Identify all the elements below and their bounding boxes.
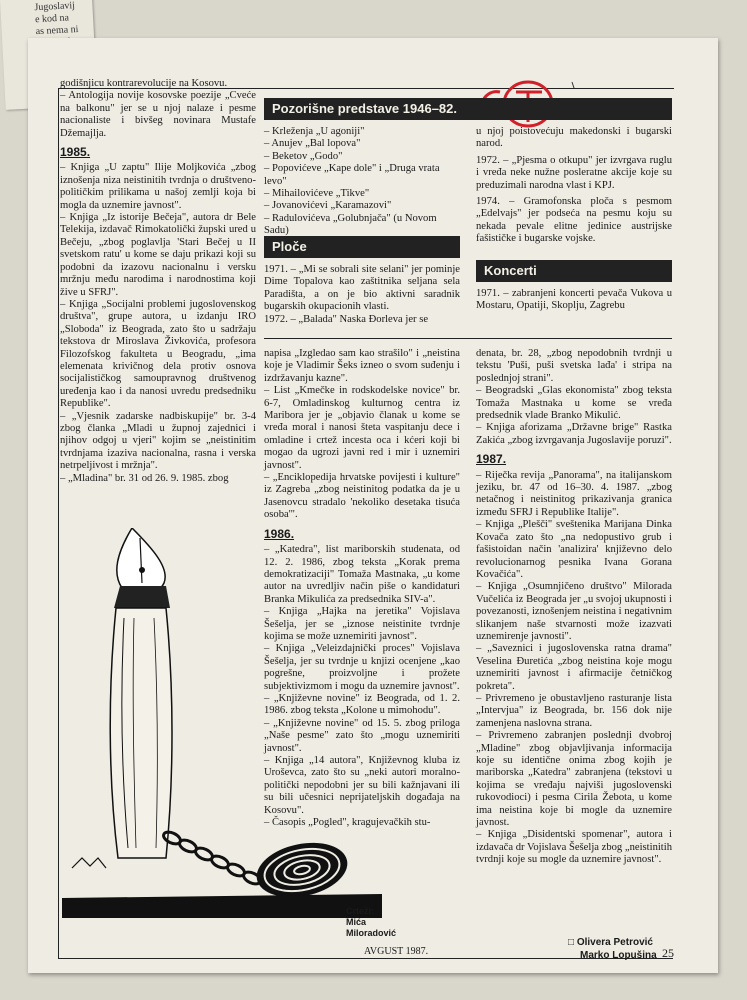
paragraph: – Knjiga aforizama „Državne brige" Rastka Zakića „zbog izvrgavanja Jugoslavije poruzi". (476, 422, 672, 446)
paragraph: – „Mladina" br. 31 od 26. 9. 1985. zbog (60, 472, 229, 484)
year-heading-1986: 1986. (264, 526, 295, 541)
column-3 (476, 348, 672, 867)
paragraph: – „Književne novine" od 15. 5. zbog priloga „Naše pesme" zato što „mogu uznemiriti javnost". (264, 717, 460, 754)
paragraph: – Časopis „Pogled", kragujevačkih stu- (264, 817, 431, 829)
author-name: □ Olivera Petrović (568, 937, 653, 948)
illustration-credit (346, 906, 396, 939)
list-item: – Jovanovićevi „Karamazovi" (264, 200, 392, 212)
list-item: – Radulovićeva „Golubnjača" (u Novom Sadu) (264, 212, 437, 237)
author-name: Marko Lopušina (580, 950, 657, 961)
section-header-records: Ploče (264, 236, 460, 258)
paragraph: – Knjiga „Disidentski spomenar", autora i izdavača dr Vojislava Šešelja zbog „neistinitih tvrdnji koje su mogle da uznemire javnost". (476, 829, 672, 866)
paragraph: – Knjiga „Iz istorije Bečeja", autora dr Bele Telekija, izdavač Rimokatolički župski ured u Bečeju, „zbog poglavlja 'Stari Bečej u II svetskom ratu' u kome se daju prikazi koji su podobni da izazovu nacionalnu i versku mržnju među narodima i narodnostima koji žive u SFRJ". (60, 212, 256, 298)
paragraph: – Knjiga „Hajka na jeretika" Vojislava Šešelja, jer se „iznose neistinite tvrdnje kojima se može uznemiriti javnost". (264, 606, 460, 642)
scrap-line: as nema ni (35, 23, 79, 38)
year-heading-1987: 1987. (476, 452, 507, 467)
list-item: – Anujev „Bal lopova" (264, 138, 361, 150)
credit-surname: Miloradović (346, 928, 397, 938)
section-divider (264, 338, 672, 339)
scrap-line: Jugoslavij (34, 0, 76, 14)
author-signature (568, 936, 657, 962)
paragraph: godišnjicu kontrarevolucije na Kosovu. (60, 78, 228, 89)
paragraph: 1972. – „Pjesma o otkupu" jer izvrgava ruglu i vređa neke nužne posleratne akcije koje su preduzimali narodna vlast i KPJ. (476, 154, 672, 191)
paragraph: 1972. – „Balada" Naska Đorleva jer se (264, 313, 429, 325)
paragraph: – Privremeno zabranjen poslednji dvobroj „Mladine" zbog objavljivanja informacija koje su identične onima zbog kojih je mariborska „Katedra" zabranjena (tekstovi u kojima se vređaju najviši jugoslovenski rukovodioci) i pesma Cirila Žebota, u kome ima neistina koje bi mogle da uznemire javnost. (476, 730, 672, 829)
paragraph: – „Vjesnik zadarske nadbiskupije" br. 3-4 zbog članka „Mladi u župnoj zajednici i njihov odgoj u vjeri" kojim se „neistinitim tvrdnjama izaziva nacionalna, rasna i verska netrpeljivost i mržnja". (60, 410, 256, 472)
issue-date: AVGUST 1987. (364, 946, 429, 957)
paragraph: – Privremeno je obustavljeno rasturanje lista „Intervjua" iz Beograda, br. 156 dok nije zamenjena naslovna strana. (476, 692, 672, 729)
section-header-theatre: Pozorišne predstave 1946–82. (264, 98, 672, 120)
list-item: – Mihailovićeve „Tikve" (264, 188, 370, 200)
credit-name: Mića (346, 917, 367, 927)
paragraph: – Knjiga „14 autora", Književnog kluba iz Uroševca, zato što su „neki autori moralno-politički nepodobni jer su bili kažnjavani ili su bili učesnici neprijateljskih događaja na Kosovu". (264, 755, 460, 816)
paragraph: – Knjiga „Osumnjičeno društvo" Milorada Vučelića iz Beograda jer „u svojoj ukupnosti i povezanosti, iznošenjem neistina i negativnim slikanjem naše stvarnosti može izazvati uznemirenje javnosti". (476, 581, 672, 642)
paragraph: 1974. – Gramofonska ploča s pesmom „Edelvajs" jer podseća na pesmu koju su nekada pevale elitne jedinice austrijske fašističke i bugarske vojske. (476, 196, 672, 245)
paragraph: u njoj poistovećuju makedonski i bugarski narod. (476, 126, 672, 150)
column-2 (264, 348, 460, 829)
paragraph: – Knjiga „Plešči" sveštenika Marijana Dinka Kovača zato što „na nedopustivo grub i fašistoidan način 'analizira' književno delo revolucionarnog pesnika Ivana Gorana Kovačića". (476, 519, 672, 580)
magazine-page (28, 38, 718, 973)
list-item: – Beketov „Godo" (264, 150, 343, 162)
credit-label: Crteži: (346, 906, 375, 916)
list-item: – Popovićeve „Kape dole" i „Druga vrata levo" (264, 163, 440, 187)
paragraph: 1971. – zabranjeni koncerti pevača Vukova u Mostaru, Opatiji, Skoplju, Zagrebu (476, 288, 672, 312)
paragraph: – Riječka revija „Panorama", na italijanskom jeziku, br. 47 od 16–30. 4. 1987. „zbog netačnog i neistinitog prikazivanja granica između SFRJ i Republike Italije". (476, 469, 672, 518)
paragraph: – „Enciklopedija hrvatske povijesti i kulture" iz Zagreba „zbog neistinitog podatka da je u Jasenovcu stradalo 'nekoliko desetaka tisuća osoba'". (264, 472, 460, 521)
paragraph: – Antologija novije kosovske poezije „Cveće na balkonu" jer se u njoj nalaze i pesme nacionaliste i bivšeg novinara Mustafe Džemajlja. (60, 90, 256, 139)
paragraph: 1971. – „Mi se sobrali site selani" jer pominje Dime Topalova kao zaštitnika seljana sela Paradišta, a on je bio aktivni saradnik bugarskih okupacionih vlasti. (264, 264, 460, 313)
paragraph: – List „Kmečke in rodskodelske novice" br. 6-7, Omladinskog kulturnog centra iz Maribora jer je „objavio članak u kome se vređa moral i nanosi šteta vaspitanju dece i omladine i crtež incesta oca i kćeri koji bi mogao da ugrozi javni red i mir i uznemiri javnost". (264, 385, 460, 471)
paragraph: – Beogradski „Glas ekonomista" zbog teksta Tomaža Mastnaka u kome se vređa predsednik vlade Branko Mikulić. (476, 385, 672, 422)
paragraph: – „Književne novine" iz Beograda, od 1. 2. 1986. zbog teksta „Kolone u mimohodu". (264, 692, 460, 717)
paragraph: – „Saveznici i jugoslovenska ratna drama" Veselina Đuretića „zbog neistina koje mogu uznemiriti javnost i afirmacije četničkog pokreta". (476, 643, 672, 692)
concerts-text (476, 288, 672, 313)
scrap-line: e kod na (34, 12, 70, 26)
paragraph: – Knjiga „U zaptu" Ilije Moljkovića „zbog iznošenja niza neistinitih tvrdnja o društveno-političkim prilikama u našoj zemlji koja bi mogla da uznemire javnost". (60, 162, 256, 211)
paragraph: napisa „Izgledao sam kao strašilo" i „neistina koje je Vladimir Šeks izneo o svom suđenju i izdržavanju kazne". (264, 348, 460, 384)
page-number: 25 (662, 946, 674, 960)
right-top-text (476, 126, 672, 246)
section-header-concerts: Koncerti (476, 260, 672, 282)
year-heading-1985: 1985. (60, 145, 91, 160)
theatre-list (264, 126, 460, 238)
list-item: – Krleženja „U agoniji" (264, 126, 365, 137)
paragraph: – Knjiga „Socijalni problemi jugoslovenskog društva", grupe autora, u izdanju IRO „Sloboda" iz Beograda, zato što u sadržaju tekstova dr Miroslava Živkovića, profesora Filozofskog fakulteta u Beogradu, „ima elemenata krivičnog dela protiv osnova socijalističkog samoupravnog društvenog uređenja kao i da nanosi uvredu predsedniku Republike". (60, 298, 256, 410)
paragraph: denata, br. 28, „zbog nepodobnih tvrdnji u tekstu 'Puši, puši svetska lađa' i stripa na poslednjoj strani". (476, 348, 672, 384)
records-text (264, 264, 460, 326)
paragraph: – „Katedra", list mariborskih studenata, od 12. 2. 1986, zbog teksta „Korak prema demokratizaciji" Tomaža Mastnaka, „u kome autor na uvredljiv način piše o kandidaturi Branka Mikulića za predsednika SIV-a". (264, 544, 460, 605)
column-1 (60, 78, 256, 485)
paragraph: – Knjiga „Veleizdajnički proces" Vojislava Šešelja, jer su tvrdnje u knjizi ocenjene „kao pogrešne, proizvoljne i prožete subjektivizmom i mogu da uznemire javnost". (264, 643, 460, 692)
